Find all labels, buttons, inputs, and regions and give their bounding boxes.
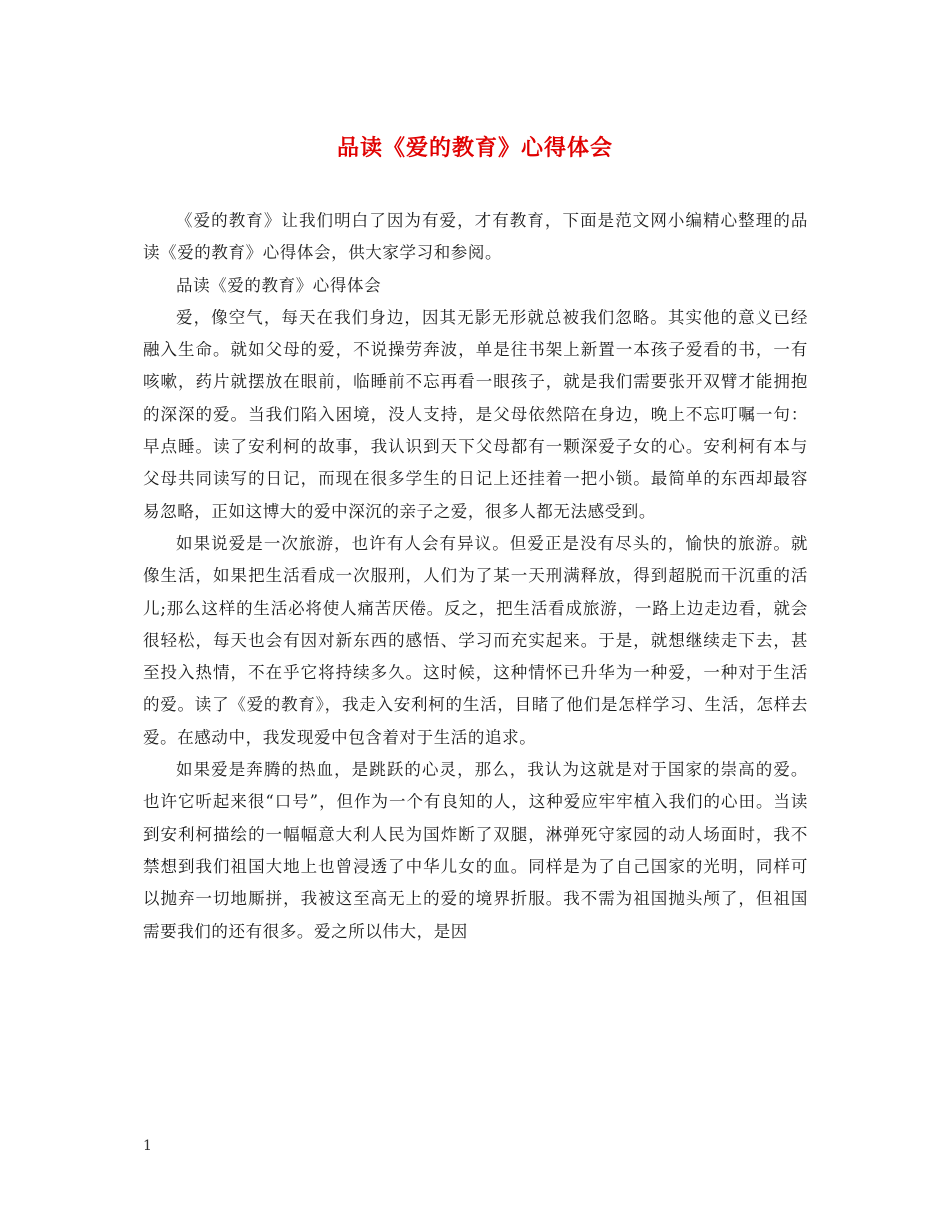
document-body — [143, 205, 808, 948]
body-paragraph-1: 爱，像空气，每天在我们身边，因其无影无形就总被我们忽略。其实他的意义已经融入生命。就如父母的爱，不说操劳奔波，单是往书架上新置一本孩子爱看的书，一有咳嗽，药片就摆放在眼前，临睡前不忘再看一眼孩子，就是我们需要张开双臂才能拥抱的深深的爱。当我们陷入困境，没人支持，是父母依然陪在身边，晚上不忘叮嘱一句：早点睡。读了安利柯的故事，我认识到天下父母都有一颗深爱子女的心。安利柯有本与父母共同读写的日记，而现在很多学生的日记上还挂着一把小锁。最简单的东西却最容易忽略，正如这博大的爱中深沉的亲子之爱，很多人都无法感受到。 — [143, 307, 808, 521]
intro-paragraph: 《爱的教育》让我们明白了因为有爱，才有教育，下面是范文网小编精心整理的品读《爱的教育》心得体会，供大家学习和参阅。 — [143, 211, 808, 263]
body-paragraph-3: 如果爱是奔腾的热血，是跳跃的心灵，那么，我认为这就是对于国家的崇高的爱。也许它听起来很“口号”，但作为一个有良知的人，这种爱应牢牢植入我们的心田。当读到安利柯描绘的一幅幅意大利人民为国炸断了双腿，淋弹死守家园的动人场面时，我不禁想到我们祖国大地上也曾浸透了中华儿女的血。同样是为了自己国家的光明，同样可以抛弃一切地厮拼，我被这至高无上的爱的境界折服。我不需为祖国抛头颅了，但祖国需要我们的还有很多。爱之所以伟大，是因 — [143, 760, 808, 941]
page-number: 1 — [143, 1138, 152, 1154]
document-title: 品读《爱的教育》心得体会 — [336, 135, 613, 161]
body-paragraph-2: 如果说爱是一次旅游，也许有人会有异议。但爱正是没有尽头的，愉快的旅游。就像生活，如果把生活看成一次服刑，人们为了某一天刑满释放，得到超脱而干沉重的活儿;那么这样的生活必将使人痛苦厌倦。反之，把生活看成旅游，一路上边走边看，就会很轻松，每天也会有因对新东西的感悟、学习而充实起来。于是，就想继续走下去，甚至投入热情，不在乎它将持续多久。这时候，这种情怀已升华为一种爱，一种对于生活的爱。读了《爱的教育》，我走入安利柯的生活，目睹了他们是怎样学习、生活，怎样去爱。在感动中，我发现爱中包含着对于生活的追求。 — [143, 533, 808, 747]
subtitle-paragraph: 品读《爱的教育》心得体会 — [176, 275, 382, 295]
